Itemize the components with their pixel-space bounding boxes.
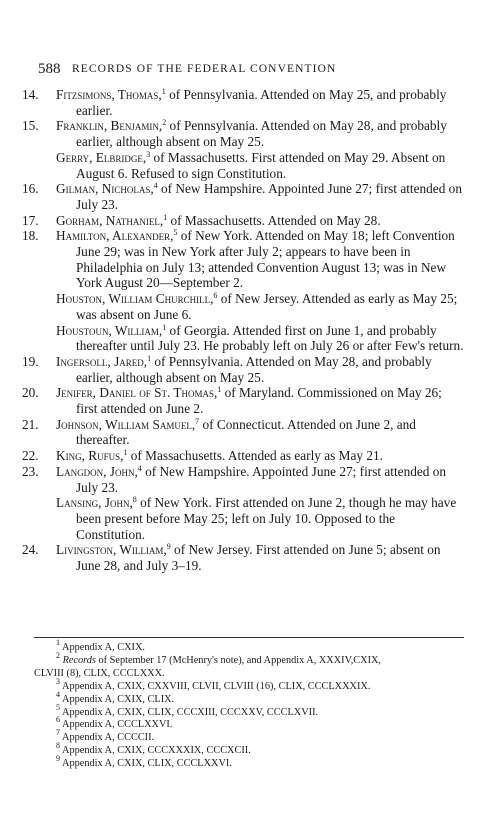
- footnote-mark: 5: [56, 702, 60, 712]
- delegate-name: Johnson, William Samuel,: [56, 416, 196, 432]
- entry: [22, 416, 466, 448]
- delegate-name: Jenifer, Daniel of St. Thomas,: [56, 385, 218, 401]
- entry-number: 16.: [22, 181, 39, 197]
- footnote: [34, 650, 466, 668]
- footnote: [34, 741, 466, 758]
- footnote: [34, 689, 466, 707]
- entry: [22, 181, 466, 212]
- footnote: [34, 676, 466, 694]
- footnote-mark: 7: [56, 728, 60, 738]
- delegate-name: Langdon, John,: [56, 463, 138, 479]
- delegate-entries: [22, 87, 466, 574]
- footnote-ref: 2: [162, 118, 167, 128]
- entry-number: 22.: [22, 448, 39, 464]
- entry-text: of Massachusetts. Attended on May 28.: [167, 212, 381, 228]
- entry: [34, 495, 466, 542]
- footnote-ref: 1: [161, 87, 166, 96]
- footnote-mark: 4: [56, 689, 60, 699]
- entry-number: 20.: [22, 385, 39, 401]
- entry-number: 15.: [22, 118, 39, 134]
- delegate-name: Livingston, William,: [56, 542, 167, 558]
- entry-text: of New Jersey. Attended as early as May 25; was absent on June 6.: [76, 291, 458, 322]
- footnote-mark: 6: [56, 715, 60, 725]
- entry: [22, 228, 466, 291]
- entry-number: 17.: [22, 212, 39, 228]
- footnote-mark: 9: [56, 754, 60, 764]
- footnote-ref: 1: [162, 322, 167, 332]
- entry-number: 14.: [22, 87, 39, 102]
- footnote-continuation: CLVIII (8), CLIX, CCCLXXX.: [34, 667, 165, 679]
- entry-number: 19.: [22, 353, 39, 369]
- footnotes: [34, 638, 466, 771]
- footnote-mark: 1: [56, 638, 60, 647]
- footnote-ref: 6: [213, 291, 218, 301]
- footnote-mark: 3: [56, 676, 60, 686]
- entry: [34, 150, 466, 181]
- footnote-ref: 1: [217, 385, 222, 395]
- footnote: [34, 754, 466, 771]
- footnote-ref: 8: [132, 495, 137, 505]
- entry-text: of Connecticut. Attended on June 2, and thereafter.: [76, 416, 416, 448]
- footnote-text: of September 17 (McHenry's note), and Appendix A, XXXIV,CXIX,: [95, 654, 382, 666]
- entry-text: of New Hampshire. Appointed June 27; first attended on July 23.: [76, 463, 447, 495]
- entry-number: 23.: [22, 463, 39, 479]
- delegate-name: Fitzsimons, Thomas,: [56, 87, 162, 102]
- entry-text: of New Jersey. First attended on June 5; absent on June 28, and July 3–19.: [76, 542, 441, 574]
- entry-text: of Massachusetts. First attended on May 29. Absent on August 6. Refused to sign Constitution.: [76, 149, 446, 181]
- footnote-text: Appendix A, CXIX, CXXVIII, CLVII, CLVIII (16), CLIX, CCCLXXXIX.: [62, 680, 371, 692]
- entry-text: of Pennsylvania. Attended on May 28, and probably earlier, although absent on May 25.: [76, 118, 447, 150]
- entry: [22, 463, 466, 495]
- footnote-mark: 8: [56, 741, 60, 751]
- footnote-ref: 3: [146, 149, 151, 159]
- entry: [34, 291, 466, 322]
- footnote-text: Appendix A, CXIX, CLIX, CCCLXXVI.: [62, 758, 232, 770]
- entry: [34, 323, 466, 354]
- footnote-text: Appendix A, CXIX.: [62, 642, 145, 653]
- entry-number: 21.: [22, 416, 39, 432]
- delegate-name: Franklin, Benjamin,: [56, 118, 163, 134]
- delegate-name: Hamilton, Alexander,: [56, 228, 174, 244]
- footnote: [34, 638, 466, 655]
- entry-text: of Georgia. Attended first on June 1, and probably thereafter until July 23. He probably left on July 26 or after Few's return.: [76, 322, 464, 354]
- entry-text: of Pennsylvania. Attended on May 28, and probably earlier, although absent on May 25.: [76, 353, 432, 385]
- footnote-ref: 4: [153, 181, 158, 191]
- footnote: [34, 702, 466, 720]
- footnote-text: Appendix A, CCCLXXVI.: [62, 719, 173, 731]
- page-number: 588: [38, 61, 61, 77]
- footnote: [34, 728, 466, 745]
- delegate-name: Gerry, Elbridge,: [56, 149, 147, 165]
- footnote-text: Appendix A, CXIX, CLIX, CCCXIII, CCCXXV, CCCLXVII.: [62, 706, 319, 718]
- footnote-text: Appendix A, CXIX, CLIX.: [62, 693, 175, 705]
- footnote-ref: 1: [163, 212, 168, 222]
- page-header: [38, 61, 468, 79]
- footnote-ref: 1: [123, 448, 128, 458]
- delegate-name: Gilman, Nicholas,: [56, 181, 154, 197]
- entry: [22, 212, 466, 229]
- entry: [22, 118, 466, 150]
- delegate-name: King, Rufus,: [56, 448, 124, 464]
- entry-number: 24.: [22, 542, 39, 558]
- entry: [22, 542, 466, 574]
- entry: [22, 448, 466, 464]
- delegate-name: Lansing, John,: [56, 495, 133, 511]
- delegate-name: Gorham, Nathaniel,: [56, 212, 164, 228]
- footnote-ref: 5: [173, 228, 178, 238]
- entry: [22, 87, 466, 118]
- entry: [22, 353, 466, 385]
- footnote: [34, 715, 466, 732]
- entry-number: 18.: [22, 228, 39, 244]
- footnote-ref: 7: [195, 416, 200, 426]
- footnote-italic-text: Records: [62, 654, 96, 666]
- footnote-ref: 9: [166, 542, 171, 552]
- running-head: RECORDS OF THE FEDERAL CONVENTION: [72, 63, 337, 75]
- entry-text: of Massachusetts. Attended as early as May 21.: [127, 448, 383, 464]
- entry-text: of New York. First attended on June 2, though he may have been present before May 25; left on July 10. Opposed to the Constitution.: [76, 495, 457, 542]
- delegate-name: Houston, William Churchill,: [56, 291, 214, 307]
- delegate-name: Ingersoll, Jared,: [56, 353, 148, 369]
- footnote-ref: 4: [137, 463, 142, 473]
- entry-text: of Maryland. Commissioned on May 26; first attended on June 2.: [76, 385, 442, 417]
- delegate-name: Houstoun, William,: [56, 322, 163, 338]
- footnote-mark: 2: [56, 650, 60, 660]
- entry-text: of Pennsylvania. Attended on May 25, and probably earlier.: [76, 87, 447, 118]
- entry-text: of New Hampshire. Appointed June 27; first attended on July 23.: [76, 181, 462, 212]
- footnote-text: Appendix A, CXIX, CCCXXXIX, CCCXCII.: [62, 745, 251, 757]
- footnote-ref: 1: [147, 353, 152, 363]
- footnote-divider: [34, 637, 464, 638]
- entry-text: of New York. Attended on May 18; left Convention June 29; was in New York after July 2; appears to have been in Philadelphia on July 13; attended Convention August 13; was in New York August 20—September 2.: [76, 228, 455, 291]
- entry: [22, 385, 466, 417]
- footnote-text: Appendix A, CCCCII.: [62, 732, 155, 744]
